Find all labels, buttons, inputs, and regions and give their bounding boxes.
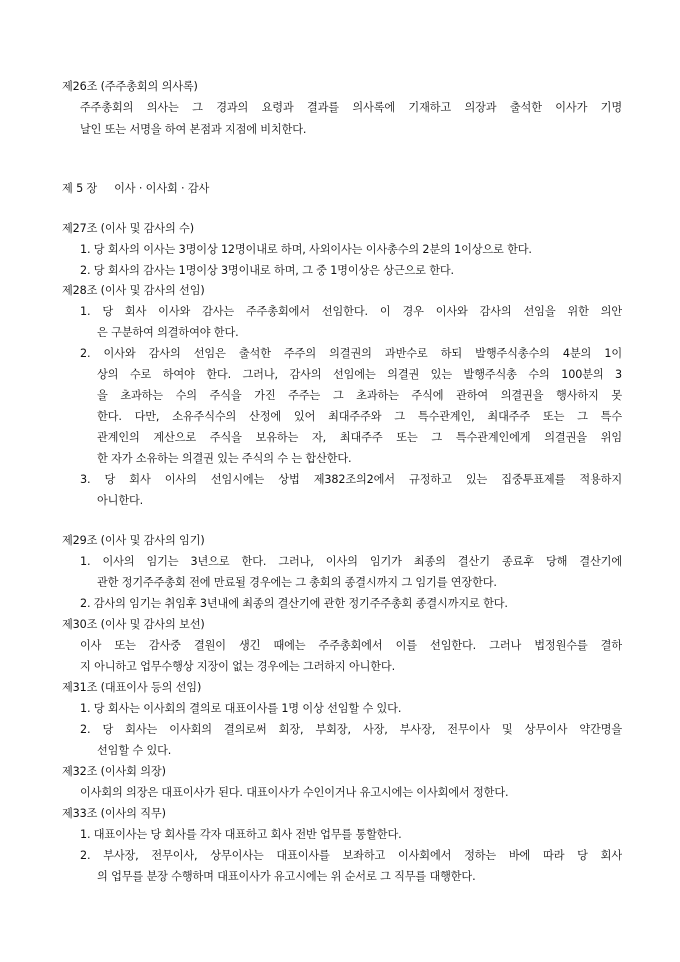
article-29-item-line: 2. 감사의 임기는 취임후 3년내에 최종의 결산기에 관한 정기주주총회 종결시까지로 한다. xyxy=(80,597,508,610)
article-28-item-line: 3. 당 회사 이사의 선임시에는 상법 제382조의2에서 규정하고 있는 집중투표제를 적용하지 xyxy=(80,473,622,486)
article-28-item-line: 한다. 다만, 소유주식수의 산정에 있어 최대주주와 그 특수관계인, 최대주주 또는 그 특수 xyxy=(97,410,622,423)
article-32-body-line: 이사회의 의장은 대표이사가 된다. 대표이사가 수인이거나 유고시에는 이사회에서 정한다. xyxy=(80,786,509,799)
article-27-heading: 제27조 (이사 및 감사의 수) xyxy=(62,222,194,235)
article-28-item-line: 아니한다. xyxy=(97,494,144,507)
article-28-item-line: 관계인의 계산으로 주식을 보유하는 자, 최대주주 또는 그 특수관계인에게 의결권을 위임 xyxy=(97,431,622,444)
article-28-item-line: 상의 수로 하여야 한다. 그러나, 감사의 선임에는 의결권 있는 발행주식총 수의 100분의 3 xyxy=(97,368,622,381)
article-29-item-line: 1. 이사의 임기는 3년으로 한다. 그러나, 이사의 임기가 최종의 결산기 종료후 당해 결산기에 xyxy=(80,555,622,568)
article-31-item-line: 1. 당 회사는 이사회의 결의로 대표이사를 1명 이상 선임할 수 있다. xyxy=(80,702,402,715)
article-30-heading: 제30조 (이사 및 감사의 보선) xyxy=(62,618,205,631)
article-26-heading: 제26조 (주주총회의 의사록) xyxy=(62,80,198,93)
article-33-heading: 제33조 (이사의 직무) xyxy=(62,807,166,820)
article-28-item-line: 은 구분하여 의결하여야 한다. xyxy=(97,326,239,339)
chapter-5-title: 제 5 장 이사 · 이사회 · 감사 xyxy=(62,182,210,195)
article-27-item: 2. 당 회사의 감사는 1명이상 3명이내로 하며, 그 중 1명이상은 상근으로 한다. xyxy=(80,264,454,277)
article-29-item-line: 관한 정기주주총회 전에 만료될 경우에는 그 총회의 종결시까지 그 임기를 연장한다. xyxy=(97,576,497,589)
article-32-heading: 제32조 (이사회 의장) xyxy=(62,765,166,778)
article-28-item-line: 1. 당 회사 이사와 감사는 주주총회에서 선임한다. 이 경우 이사와 감사의 선임을 위한 의안 xyxy=(80,305,622,318)
article-28-heading: 제28조 (이사 및 감사의 선임) xyxy=(62,284,205,297)
article-33-item-line: 의 업무를 분장 수행하며 대표이사가 유고시에는 위 순서로 그 직무를 대행한다. xyxy=(97,870,476,883)
article-28-item-line: 한 자가 소유하는 의결권 있는 주식의 수 는 합산한다. xyxy=(97,452,352,465)
article-26-body-line: 날인 또는 서명을 하여 본점과 지점에 비치한다. xyxy=(80,123,307,136)
article-29-heading: 제29조 (이사 및 감사의 임기) xyxy=(62,534,205,547)
article-33-item-line: 1. 대표이사는 당 회사를 각자 대표하고 회사 전반 업무를 통할한다. xyxy=(80,828,402,841)
article-30-body-line: 이사 또는 감사중 결원이 생긴 때에는 주주총회에서 이를 선임한다. 그러나 법정원수를 결하 xyxy=(80,639,622,652)
article-28-item-line: 을 초과하는 수의 주식을 가진 주주는 그 초과하는 주식에 관하여 의결권을 행사하지 못 xyxy=(97,389,622,402)
article-30-body-line: 지 아니하고 업무수행상 지장이 없는 경우에는 그러하지 아니한다. xyxy=(80,660,395,673)
article-31-item-line: 선임할 수 있다. xyxy=(97,744,172,757)
article-28-item-line: 2. 이사와 감사의 선임은 출석한 주주의 의결권의 과반수로 하되 발행주식총수의 4분의 1이 xyxy=(80,347,622,360)
article-31-heading: 제31조 (대표이사 등의 선임) xyxy=(62,681,202,694)
article-31-item-line: 2. 당 회사는 이사회의 결의로써 회장, 부회장, 사장, 부사장, 전무이사 및 상무이사 약간명을 xyxy=(80,723,622,736)
article-33-item-line: 2. 부사장, 전무이사, 상무이사는 대표이사를 보좌하고 이사회에서 정하는 바에 따라 당 회사 xyxy=(80,849,622,862)
article-27-item: 1. 당 회사의 이사는 3명이상 12명이내로 하며, 사외이사는 이사총수의 2분의 1이상으로 한다. xyxy=(80,243,532,256)
article-26-body-line: 주주총회의 의사는 그 경과의 요령과 결과를 의사록에 기재하고 의장과 출석한 이사가 기명 xyxy=(80,101,622,114)
